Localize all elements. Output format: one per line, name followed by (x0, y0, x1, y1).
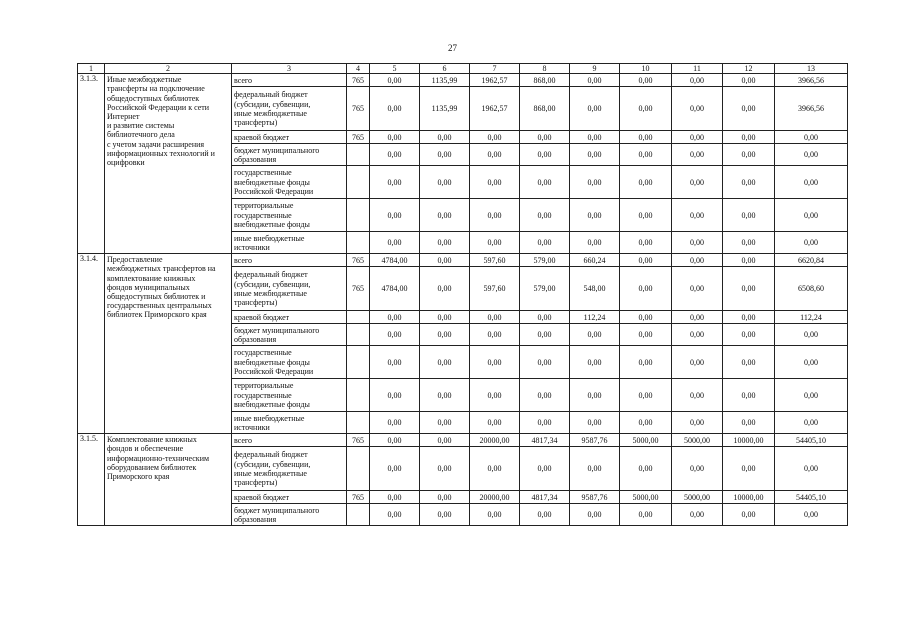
year-value: 0,00 (672, 131, 723, 144)
year-value: 0,00 (620, 412, 672, 434)
year-value: 0,00 (420, 447, 470, 491)
year-value: 0,00 (723, 324, 775, 346)
year-value: 0,00 (620, 166, 672, 199)
year-value: 0,00 (370, 166, 420, 199)
year-value: 20000,00 (470, 434, 520, 447)
year-value: 0,00 (723, 379, 775, 412)
funding-source: федеральный бюджет (субсидии, субвенции, иные межбюджетные трансферты) (232, 267, 347, 311)
year-value: 0,00 (420, 254, 470, 267)
column-number-cell: 12 (723, 64, 775, 74)
year-value: 0,00 (672, 254, 723, 267)
year-value: 0,00 (420, 166, 470, 199)
year-value: 0,00 (620, 311, 672, 324)
table-row (78, 434, 848, 447)
total-value: 3966,56 (775, 74, 848, 87)
agency-code (347, 447, 370, 491)
total-value: 0,00 (775, 412, 848, 434)
column-number-cell: 10 (620, 64, 672, 74)
year-value: 0,00 (370, 504, 420, 526)
agency-code (347, 379, 370, 412)
year-value: 597,60 (470, 254, 520, 267)
funding-source: федеральный бюджет (субсидии, субвенции, иные межбюджетные трансферты) (232, 447, 347, 491)
year-value: 0,00 (420, 346, 470, 379)
page-number: 27 (448, 43, 457, 53)
agency-code (347, 346, 370, 379)
total-value: 112,24 (775, 311, 848, 324)
total-value: 0,00 (775, 144, 848, 166)
agency-code: 765 (347, 131, 370, 144)
measure-name: Комплектование книжных фондов и обеспечение информационно-техническим оборудованием библиотек Приморского края (105, 434, 232, 526)
year-value: 5000,00 (672, 491, 723, 504)
total-value: 0,00 (775, 199, 848, 232)
year-value: 0,00 (620, 267, 672, 311)
year-value: 112,24 (570, 311, 620, 324)
column-number-cell: 8 (520, 64, 570, 74)
year-value: 0,00 (520, 447, 570, 491)
total-value: 54405,10 (775, 491, 848, 504)
year-value: 1962,57 (470, 87, 520, 131)
agency-code (347, 412, 370, 434)
year-value: 0,00 (620, 232, 672, 254)
year-value: 4817,34 (520, 491, 570, 504)
year-value: 0,00 (520, 346, 570, 379)
year-value: 0,00 (672, 311, 723, 324)
agency-code: 765 (347, 74, 370, 87)
funding-source: всего (232, 254, 347, 267)
year-value: 0,00 (723, 267, 775, 311)
year-value: 0,00 (723, 447, 775, 491)
total-value: 6620,84 (775, 254, 848, 267)
funding-source: иные внебюджетные источники (232, 232, 347, 254)
year-value: 0,00 (620, 87, 672, 131)
year-value: 0,00 (723, 74, 775, 87)
funding-source: территориальные государственные внебюджетные фонды (232, 379, 347, 412)
year-value: 0,00 (672, 144, 723, 166)
table-row (78, 254, 848, 267)
year-value: 0,00 (520, 311, 570, 324)
year-value: 0,00 (570, 87, 620, 131)
year-value: 0,00 (672, 232, 723, 254)
column-number-cell: 5 (370, 64, 420, 74)
year-value: 0,00 (620, 199, 672, 232)
year-value: 660,24 (570, 254, 620, 267)
year-value: 0,00 (470, 379, 520, 412)
year-value: 0,00 (470, 131, 520, 144)
year-value: 0,00 (620, 324, 672, 346)
year-value: 0,00 (420, 491, 470, 504)
year-value: 0,00 (520, 379, 570, 412)
year-value: 0,00 (470, 166, 520, 199)
year-value: 0,00 (672, 74, 723, 87)
year-value: 5000,00 (672, 434, 723, 447)
year-value: 0,00 (520, 324, 570, 346)
funding-source: территориальные государственные внебюджетные фонды (232, 199, 347, 232)
year-value: 0,00 (370, 491, 420, 504)
funding-source: государственные внебюджетные фонды Российской Федерации (232, 346, 347, 379)
year-value: 0,00 (370, 199, 420, 232)
funding-source: бюджет муниципального образования (232, 504, 347, 526)
year-value: 0,00 (370, 232, 420, 254)
budget-table (77, 63, 848, 526)
year-value: 0,00 (570, 379, 620, 412)
year-value: 5000,00 (620, 434, 672, 447)
total-value: 3966,56 (775, 87, 848, 131)
year-value: 0,00 (470, 346, 520, 379)
year-value: 0,00 (420, 324, 470, 346)
year-value: 0,00 (370, 346, 420, 379)
funding-source: всего (232, 74, 347, 87)
year-value: 0,00 (470, 412, 520, 434)
total-value: 0,00 (775, 232, 848, 254)
agency-code: 765 (347, 434, 370, 447)
column-number-cell: 2 (105, 64, 232, 74)
year-value: 0,00 (672, 346, 723, 379)
year-value: 0,00 (570, 412, 620, 434)
total-value: 0,00 (775, 346, 848, 379)
agency-code (347, 144, 370, 166)
total-value: 0,00 (775, 166, 848, 199)
measure-name: Иные межбюджетные трансферты на подключение общедоступных библиотек Российской Федерации к сети Интернет и развитие системы библиотечного дела с учетом задачи расширения информационных технологий и оцифровки (105, 74, 232, 254)
year-value: 0,00 (520, 144, 570, 166)
year-value: 0,00 (672, 412, 723, 434)
year-value: 0,00 (672, 324, 723, 346)
year-value: 579,00 (520, 254, 570, 267)
year-value: 0,00 (672, 504, 723, 526)
year-value: 0,00 (370, 447, 420, 491)
measure-name: Предоставление межбюджетных трансфертов на комплектование книжных фондов муниципальных общедоступных библиотек и государственных центральных библиотек Приморского края (105, 254, 232, 434)
year-value: 0,00 (520, 131, 570, 144)
agency-code: 765 (347, 267, 370, 311)
year-value: 0,00 (672, 379, 723, 412)
year-value: 0,00 (370, 412, 420, 434)
column-number-cell: 7 (470, 64, 520, 74)
year-value: 0,00 (370, 131, 420, 144)
year-value: 0,00 (370, 434, 420, 447)
year-value: 5000,00 (620, 491, 672, 504)
year-value: 0,00 (570, 346, 620, 379)
year-value: 10000,00 (723, 491, 775, 504)
year-value: 0,00 (420, 232, 470, 254)
funding-source: иные внебюджетные источники (232, 412, 347, 434)
year-value: 0,00 (723, 144, 775, 166)
year-value: 0,00 (672, 87, 723, 131)
year-value: 0,00 (723, 254, 775, 267)
year-value: 0,00 (723, 346, 775, 379)
year-value: 0,00 (470, 144, 520, 166)
year-value: 0,00 (470, 504, 520, 526)
column-number-cell: 1 (78, 64, 105, 74)
agency-code (347, 199, 370, 232)
year-value: 0,00 (620, 379, 672, 412)
year-value: 0,00 (723, 87, 775, 131)
funding-source: бюджет муниципального образования (232, 144, 347, 166)
year-value: 0,00 (470, 199, 520, 232)
total-value: 0,00 (775, 324, 848, 346)
year-value: 10000,00 (723, 434, 775, 447)
year-value: 4817,34 (520, 434, 570, 447)
year-value: 0,00 (570, 131, 620, 144)
agency-code (347, 166, 370, 199)
year-value: 0,00 (420, 311, 470, 324)
agency-code (347, 232, 370, 254)
funding-source: всего (232, 434, 347, 447)
year-value: 1135,99 (420, 87, 470, 131)
year-value: 0,00 (570, 447, 620, 491)
agency-code: 765 (347, 87, 370, 131)
table-row (78, 74, 848, 87)
year-value: 0,00 (570, 232, 620, 254)
year-value: 0,00 (470, 311, 520, 324)
year-value: 20000,00 (470, 491, 520, 504)
year-value: 9587,76 (570, 491, 620, 504)
year-value: 597,60 (470, 267, 520, 311)
year-value: 0,00 (370, 311, 420, 324)
year-value: 0,00 (723, 412, 775, 434)
measure-code: 3.1.3. (78, 74, 105, 254)
year-value: 0,00 (620, 504, 672, 526)
year-value: 0,00 (470, 232, 520, 254)
year-value: 0,00 (520, 412, 570, 434)
budget-table-container (77, 63, 847, 526)
year-value: 0,00 (620, 346, 672, 379)
year-value: 0,00 (620, 447, 672, 491)
year-value: 9587,76 (570, 434, 620, 447)
year-value: 0,00 (420, 199, 470, 232)
year-value: 579,00 (520, 267, 570, 311)
year-value: 0,00 (570, 199, 620, 232)
total-value: 0,00 (775, 504, 848, 526)
year-value: 0,00 (570, 504, 620, 526)
funding-source: государственные внебюджетные фонды Российской Федерации (232, 166, 347, 199)
year-value: 548,00 (570, 267, 620, 311)
year-value: 0,00 (570, 144, 620, 166)
year-value: 4784,00 (370, 254, 420, 267)
year-value: 4784,00 (370, 267, 420, 311)
year-value: 0,00 (723, 199, 775, 232)
year-value: 0,00 (520, 199, 570, 232)
year-value: 0,00 (520, 166, 570, 199)
year-value: 0,00 (420, 504, 470, 526)
measure-code: 3.1.5. (78, 434, 105, 526)
column-number-cell: 9 (570, 64, 620, 74)
year-value: 0,00 (420, 267, 470, 311)
agency-code (347, 324, 370, 346)
year-value: 0,00 (420, 144, 470, 166)
total-value: 54405,10 (775, 434, 848, 447)
year-value: 0,00 (420, 412, 470, 434)
year-value: 0,00 (620, 144, 672, 166)
year-value: 0,00 (672, 267, 723, 311)
column-number-cell: 11 (672, 64, 723, 74)
year-value: 0,00 (370, 87, 420, 131)
measure-code: 3.1.4. (78, 254, 105, 434)
funding-source: краевой бюджет (232, 131, 347, 144)
column-number-cell: 6 (420, 64, 470, 74)
year-value: 0,00 (370, 379, 420, 412)
year-value: 1135,99 (420, 74, 470, 87)
year-value: 0,00 (672, 166, 723, 199)
year-value: 0,00 (570, 324, 620, 346)
agency-code (347, 311, 370, 324)
year-value: 0,00 (470, 324, 520, 346)
total-value: 0,00 (775, 447, 848, 491)
column-number-cell: 13 (775, 64, 848, 74)
year-value: 0,00 (470, 447, 520, 491)
year-value: 0,00 (420, 131, 470, 144)
agency-code: 765 (347, 254, 370, 267)
year-value: 0,00 (370, 74, 420, 87)
year-value: 0,00 (520, 232, 570, 254)
year-value: 1962,57 (470, 74, 520, 87)
funding-source: бюджет муниципального образования (232, 324, 347, 346)
total-value: 6508,60 (775, 267, 848, 311)
year-value: 868,00 (520, 87, 570, 131)
total-value: 0,00 (775, 131, 848, 144)
year-value: 0,00 (620, 254, 672, 267)
year-value: 0,00 (723, 131, 775, 144)
year-value: 0,00 (570, 166, 620, 199)
year-value: 0,00 (723, 504, 775, 526)
column-number-cell: 3 (232, 64, 347, 74)
total-value: 0,00 (775, 379, 848, 412)
column-number-cell: 4 (347, 64, 370, 74)
year-value: 0,00 (520, 504, 570, 526)
year-value: 0,00 (370, 324, 420, 346)
year-value: 0,00 (420, 379, 470, 412)
year-value: 0,00 (672, 199, 723, 232)
year-value: 0,00 (723, 311, 775, 324)
year-value: 0,00 (570, 74, 620, 87)
funding-source: краевой бюджет (232, 491, 347, 504)
agency-code: 765 (347, 491, 370, 504)
year-value: 0,00 (723, 232, 775, 254)
year-value: 0,00 (420, 434, 470, 447)
year-value: 0,00 (370, 144, 420, 166)
funding-source: краевой бюджет (232, 311, 347, 324)
column-number-row (78, 64, 848, 74)
year-value: 0,00 (620, 131, 672, 144)
funding-source: федеральный бюджет (субсидии, субвенции, иные межбюджетные трансферты) (232, 87, 347, 131)
year-value: 0,00 (672, 447, 723, 491)
year-value: 0,00 (723, 166, 775, 199)
agency-code (347, 504, 370, 526)
year-value: 868,00 (520, 74, 570, 87)
year-value: 0,00 (620, 74, 672, 87)
